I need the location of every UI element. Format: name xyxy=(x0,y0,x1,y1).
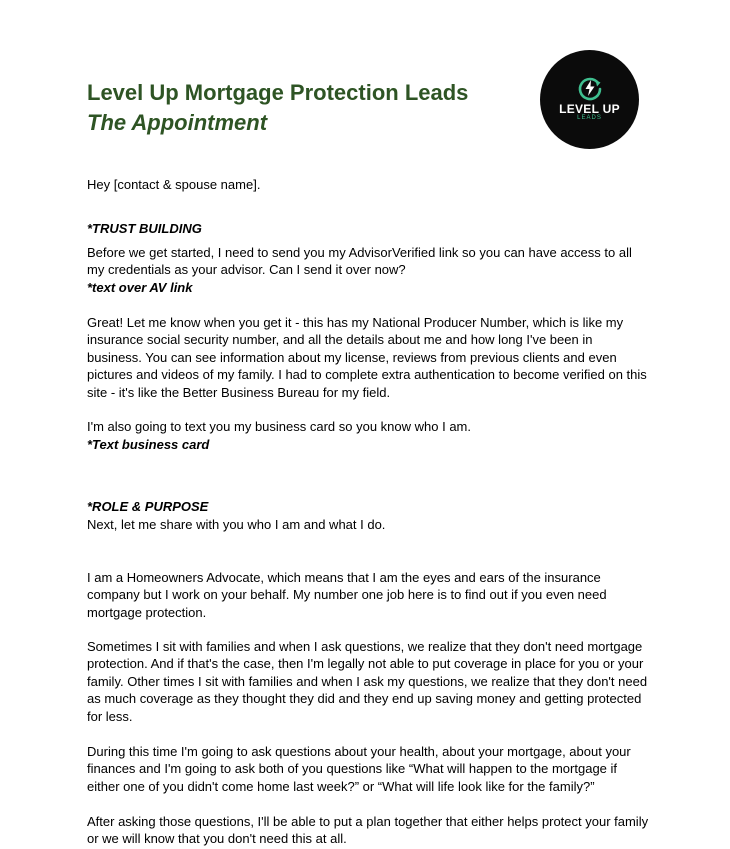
logo-text-leads: LEADS xyxy=(577,115,602,121)
greeting: Hey [contact & spouse name]. xyxy=(87,177,261,192)
trust-paragraph-1: Before we get started, I need to send you my AdvisorVerified link so you can have access to all my credentials as your advisor. Can I send it over now? xyxy=(87,245,632,278)
logo-text-level-up: LEVEL UP xyxy=(559,102,620,116)
trust-paragraph-3: I'm also going to text you my business card so you know who I am. xyxy=(87,419,471,434)
trust-note-business-card: *Text business card xyxy=(87,437,210,452)
role-paragraph-3: Sometimes I sit with families and when I ask questions, we realize that they don't need mortgage protection. And if that's the case, then I'm legally not able to put coverage in place for you or your family. Other times I sit with families and when I ask my questions, we realize that they don't need as much coverage as they thought they did and they end up saving money and getting protected for less. xyxy=(87,639,648,724)
role-paragraph-1: Next, let me share with you who I am and what I do. xyxy=(87,517,386,532)
trust-paragraph-2: Great! Let me know when you get it - this has my National Producer Number, which is like my insurance social security number, and all the details about me and how long I've been in business. You can see information about my license, reviews from previous clients and even pictures and videos of my family. I had to complete extra authentication to become verified on this site - it's like the Better Business Bureau for my field. xyxy=(87,315,647,400)
role-purpose-heading: *ROLE & PURPOSE xyxy=(87,499,209,514)
role-paragraph-4: During this time I'm going to ask questions about your health, about your mortgage, about your finances and I'm going to ask both of you questions like “What will happen to the mortgage if either one of you didn't come home last week?” or “What will life look like for the family?” xyxy=(87,744,631,794)
trust-building-heading: *TRUST BUILDING xyxy=(87,221,202,236)
document-title: Level Up Mortgage Protection Leads xyxy=(87,80,469,105)
role-paragraph-2: I am a Homeowners Advocate, which means that I am the eyes and ears of the insurance company but I work on your behalf. My number one job here is to find out if you even need mortgage protection. xyxy=(87,570,607,620)
level-up-leads-logo xyxy=(540,50,639,149)
lightning-bolt-icon xyxy=(576,74,604,102)
trust-note-av-link: *text over AV link xyxy=(87,280,193,295)
document-subtitle: The Appointment xyxy=(87,110,268,135)
role-paragraph-5: After asking those questions, I'll be able to put a plan together that either helps protect your family or we will know that you don't need this at all. xyxy=(87,814,649,847)
